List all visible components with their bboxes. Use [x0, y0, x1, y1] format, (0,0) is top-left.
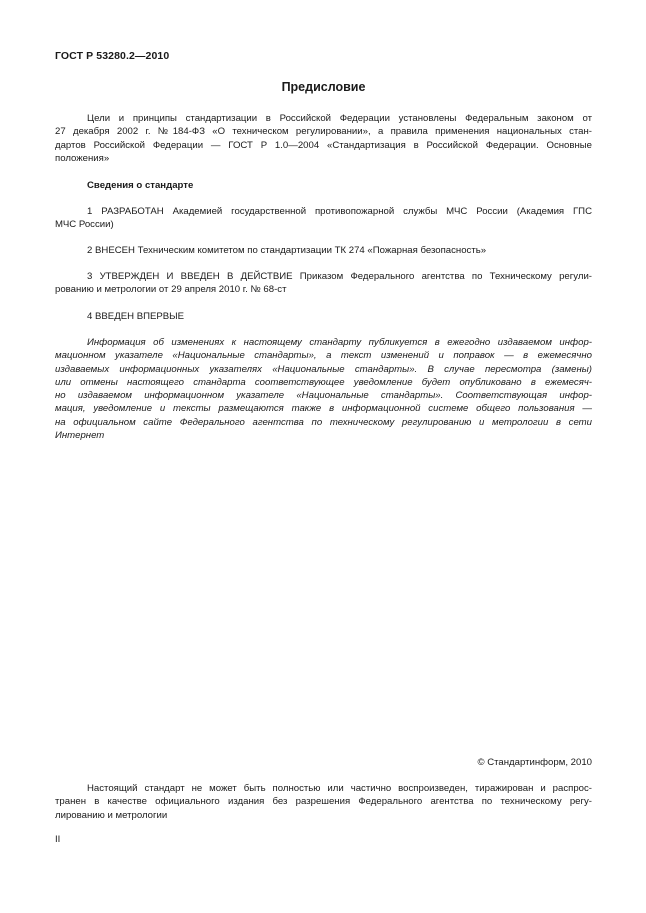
section-heading-text: Сведения о стандарте	[87, 180, 194, 191]
item-line: 2 ВНЕСЕН Техническим комитетом по стандартизации ТК 274 «Пожарная безопасность»	[87, 245, 487, 256]
copyright-notice: © Стандартинформ, 2010	[477, 757, 592, 768]
reproduction-line: Настоящий стандарт не может быть полностью или частично воспроизведен, тиражирован и распрос-	[87, 783, 592, 794]
item-line: 3 УТВЕРЖДЕН И ВВЕДЕН В ДЕЙСТВИЕ Приказом Федерального агентства по Техническому регули-	[87, 271, 592, 282]
intro-line: дартов Российской Федерации — ГОСТ Р 1.0—2004 «Стандартизация в Российской Федерации. Основные	[55, 139, 592, 151]
page-title: Предисловие	[281, 80, 366, 94]
intro-line: 27 декабря 2002 г. №184-ФЗ «О техническом регулировании», а правила применения национальных стан-	[55, 126, 592, 138]
notice-paragraph	[55, 336, 592, 442]
item-line: МЧС России)	[55, 219, 114, 231]
notice-line: Информация об изменениях к настоящему стандарту публикуется в ежегодно издаваемом инфор-	[87, 337, 592, 348]
item-line: 4 ВВЕДЕН ВПЕРВЫЕ	[87, 311, 185, 322]
section-heading	[55, 179, 592, 192]
intro-paragraph	[55, 112, 592, 165]
notice-line: или отмены настоящего стандарта соответствующее уведомление будет опубликовано в ежемесяч-	[55, 376, 592, 388]
item-line: рованию и метрологии от 29 апреля 2010 г. № 68-ст	[55, 284, 287, 296]
page-number: II	[55, 834, 61, 845]
item-approved	[55, 270, 592, 297]
notice-line: издаваемых информационных указателях «Национальные стандарты». В случае пересмотра (замены)	[55, 363, 592, 375]
intro-line: положения»	[55, 152, 110, 164]
item-first-introduced	[55, 310, 592, 323]
notice-line: Интернет	[55, 430, 105, 442]
notice-line: на официальном сайте Федерального агентства по техническому регулированию и метрологии в сети	[55, 416, 592, 428]
notice-line: но издаваемом информационном указателе «Национальные стандарты». Соответствующая инфор-	[55, 390, 592, 402]
item-developed	[55, 205, 592, 232]
reproduction-line: лированию и метрологии	[55, 809, 168, 821]
notice-line: мационном указателе «Национальные стандарты», а текст изменений и поправок — в ежемесячно	[55, 350, 592, 362]
reproduction-line: транен в качестве официального издания без разрешения Федерального агентства по техническому регу-	[55, 796, 592, 808]
item-introduced	[55, 244, 592, 257]
notice-line: мация, уведомление и тексты размещаются также в информационной системе общего пользования —	[55, 403, 592, 415]
item-line: 1 РАЗРАБОТАН Академией государственной противопожарной службы МЧС России (Академия ГПС	[87, 206, 592, 217]
reproduction-notice	[55, 782, 592, 822]
intro-line: Цели и принципы стандартизации в Российской Федерации установлены Федеральным законом от	[87, 113, 592, 124]
document-id-header: ГОСТ Р 53280.2—2010	[55, 50, 170, 62]
